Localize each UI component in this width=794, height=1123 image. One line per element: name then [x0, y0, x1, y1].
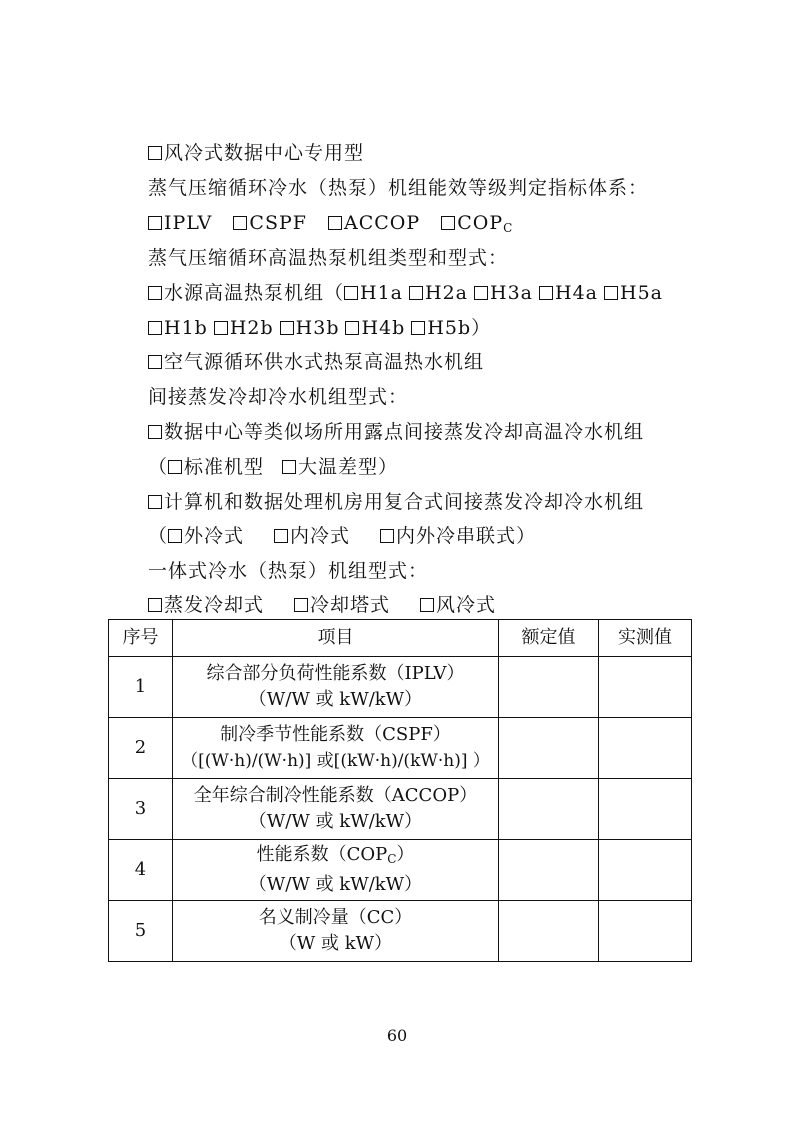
checkbox[interactable]	[474, 286, 488, 300]
rated-value-cell[interactable]	[499, 901, 599, 962]
measured-value-cell[interactable]	[599, 718, 692, 779]
header-item: 项目	[173, 620, 499, 657]
checkbox[interactable]	[604, 286, 618, 300]
option-h5b: H5b	[411, 316, 471, 340]
checkbox[interactable]	[328, 216, 342, 230]
checkbox[interactable]	[344, 286, 358, 300]
checkbox[interactable]	[411, 321, 425, 335]
option-series-cooling: 内外冷串联式	[380, 524, 516, 548]
option-internal-cooling: 内冷式	[274, 524, 350, 548]
option-evaporative-cooling: 蒸发冷却式	[148, 593, 264, 617]
checkbox[interactable]	[420, 598, 434, 612]
row-no: 1	[109, 657, 173, 718]
measured-value-cell[interactable]	[599, 657, 692, 718]
option-cooling-tower: 冷却塔式	[294, 593, 390, 617]
option-h4a: H4a	[539, 281, 598, 305]
checkbox[interactable]	[233, 216, 247, 230]
option-h4b: H4b	[345, 316, 405, 340]
option-h5a: H5a	[604, 281, 663, 305]
measured-value-cell[interactable]	[599, 840, 692, 901]
checkbox[interactable]	[274, 529, 288, 543]
option-air-cooled-datacenter: 风冷式数据中心专用型	[148, 141, 364, 165]
header-no: 序号	[109, 620, 173, 657]
option-h1b: H1b	[148, 316, 208, 340]
checkbox[interactable]	[345, 321, 359, 335]
composite-type-options: （ 外冷式 内冷式 内外冷串联式）	[148, 525, 537, 547]
row-item: 性能系数$(COP_C)$ （W/W 或 kW/kW）	[173, 840, 499, 901]
row-item: 制冷季节性能系数（CSPF） （[(W·h)/(W·h)] 或[(kW·h)/(kW·h)] ）	[173, 718, 499, 779]
checkbox[interactable]	[168, 460, 182, 474]
row-no: 2	[109, 718, 173, 779]
checkbox[interactable]	[148, 216, 162, 230]
checkbox[interactable]	[148, 355, 162, 369]
checkbox[interactable]	[282, 460, 296, 474]
table-row	[109, 718, 692, 779]
row-no: 4	[109, 840, 173, 901]
option-accop: ACCOP	[328, 211, 420, 235]
water-source-options: 水源高温热泵机组（ H1a H2a H3a H4a H5a	[148, 281, 663, 305]
option-copc: $COP_C$	[441, 211, 513, 240]
option-cspf: CSPF	[233, 211, 307, 235]
water-source-options-b: H1b H2b H3b H4b H5b）	[148, 316, 491, 340]
table-header-row	[109, 620, 692, 657]
option-air-source-heat-pump: 空气源循环供水式热泵高温热水机组	[148, 350, 484, 374]
checkbox[interactable]	[280, 321, 294, 335]
option-h3b: H3b	[280, 316, 340, 340]
rated-value-cell[interactable]	[499, 840, 599, 901]
checkbox[interactable]	[214, 321, 228, 335]
row-no: 3	[109, 779, 173, 840]
checkbox[interactable]	[148, 146, 162, 160]
checkbox[interactable]	[148, 598, 162, 612]
heading-integrated-unit: 一体式冷水（热泵）机组型式：	[148, 560, 429, 582]
performance-table	[108, 619, 692, 962]
checkbox[interactable]	[148, 425, 162, 439]
rated-value-cell[interactable]	[499, 657, 599, 718]
heading-efficiency-index: 蒸气压缩循环冷水（热泵）机组能效等级判定指标体系：	[148, 177, 649, 199]
option-iplv: IPLV	[148, 211, 212, 235]
checkbox[interactable]	[380, 529, 394, 543]
row-item: 综合部分负荷性能系数（IPLV） （W/W 或 kW/kW）	[173, 657, 499, 718]
checkbox[interactable]	[148, 321, 162, 335]
header-rated: 额定值	[499, 620, 599, 657]
option-h1a: H1a	[344, 281, 403, 305]
header-measured: 实测值	[599, 620, 692, 657]
table-row	[109, 901, 692, 962]
checkbox[interactable]	[148, 286, 162, 300]
index-options	[148, 211, 527, 240]
table-row	[109, 657, 692, 718]
heading-indirect-evaporative: 间接蒸发冷却冷水机组型式：	[148, 386, 409, 408]
page-number: 60	[386, 1026, 408, 1045]
row-no: 5	[109, 901, 173, 962]
heading-high-temp-heat-pump: 蒸气压缩循环高温热泵机组类型和型式：	[148, 247, 509, 269]
rated-value-cell[interactable]	[499, 779, 599, 840]
table-row	[109, 840, 692, 901]
option-h2b: H2b	[214, 316, 274, 340]
checkbox[interactable]	[148, 495, 162, 509]
measured-value-cell[interactable]	[599, 779, 692, 840]
row-item: 名义制冷量（CC） （W 或 kW）	[173, 901, 499, 962]
option-dewpoint-indirect: 数据中心等类似场所用露点间接蒸发冷却高温冷水机组	[148, 420, 644, 444]
option-large-temp-diff: 大温差型	[282, 455, 378, 479]
checkbox[interactable]	[441, 216, 455, 230]
integrated-unit-options	[148, 593, 496, 617]
rated-value-cell[interactable]	[499, 718, 599, 779]
option-h3a: H3a	[474, 281, 533, 305]
option-standard-model: 标准机型	[168, 455, 264, 479]
measured-value-cell[interactable]	[599, 901, 692, 962]
option-air-cooled: 风冷式	[420, 593, 496, 617]
checkbox[interactable]	[168, 529, 182, 543]
option-external-cooling: 外冷式	[168, 524, 244, 548]
option-h2a: H2a	[409, 281, 468, 305]
checkbox[interactable]	[409, 286, 423, 300]
dewpoint-type-options: （ 标准机型 大温差型）	[148, 456, 399, 478]
checkbox[interactable]	[294, 598, 308, 612]
table-row	[109, 779, 692, 840]
option-computer-room-composite: 计算机和数据处理机房用复合式间接蒸发冷却冷水机组	[148, 490, 644, 514]
row-item: 全年综合制冷性能系数（ACCOP） （W/W 或 kW/kW）	[173, 779, 499, 840]
checkbox[interactable]	[539, 286, 553, 300]
